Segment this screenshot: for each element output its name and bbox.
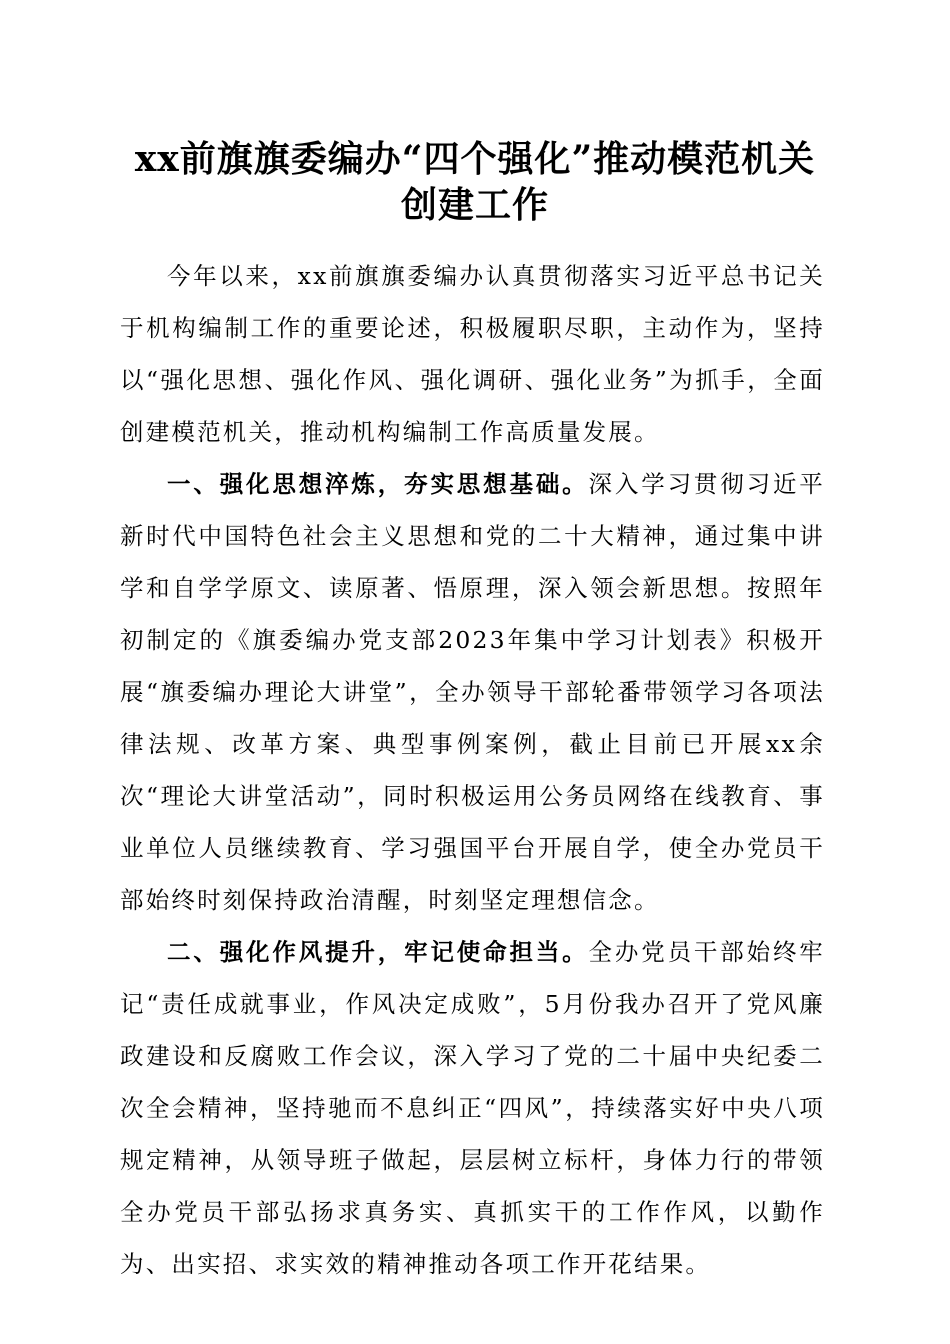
section-1-heading: 一、强化思想淬炼，夯实思想基础。 [167, 470, 589, 498]
title-line-1: xx前旗旗委编办“四个强化”推动模范机关 [134, 138, 816, 180]
document-title [110, 136, 840, 228]
title-line-2: 创建工作 [400, 184, 549, 226]
paragraph-intro [120, 250, 825, 458]
paragraph-intro-text: 今年以来，xx前旗旗委编办认真贯彻落实习近平总书记关于机构编制工作的重要论述，积极履职尽职，主动作为，坚持以“强化思想、强化作风、强化调研、强化业务”为抓手，全面创建模范机关，推动机构编制工作高质量发展。 [120, 262, 825, 446]
document-body [120, 250, 825, 1290]
paragraph-section-2 [120, 926, 825, 1290]
paragraph-section-1 [120, 458, 825, 926]
section-1-text: 深入学习贯彻习近平新时代中国特色社会主义思想和党的二十大精神，通过集中讲学和自学学原文、读原著、悟原理，深入领会新思想。按照年初制定的《旗委编办党支部2023年集中学习计划表》积极开展“旗委编办理论大讲堂”，全办领导干部轮番带领学习各项法律法规、改革方案、典型事例案例，截止目前已开展xx余次“理论大讲堂活动”，同时积极运用公务员网络在线教育、事业单位人员继续教育、学习强国平台开展自学，使全办党员干部始终时刻保持政治清醒，时刻坚定理想信念。 [120, 470, 825, 914]
section-2-text: 全办党员干部始终牢记“责任成就事业，作风决定成败”，5月份我办召开了党风廉政建设和反腐败工作会议，深入学习了党的二十届中央纪委二次全会精神，坚持驰而不息纠正“四风”，持续落实好中央八项规定精神，从领导班子做起，层层树立标杆，身体力行的带领全办党员干部弘扬求真务实、真抓实干的工作作风，以勤作为、出实招、求实效的精神推动各项工作开花结果。 [120, 938, 825, 1278]
section-2-heading: 二、强化作风提升，牢记使命担当。 [167, 938, 589, 966]
